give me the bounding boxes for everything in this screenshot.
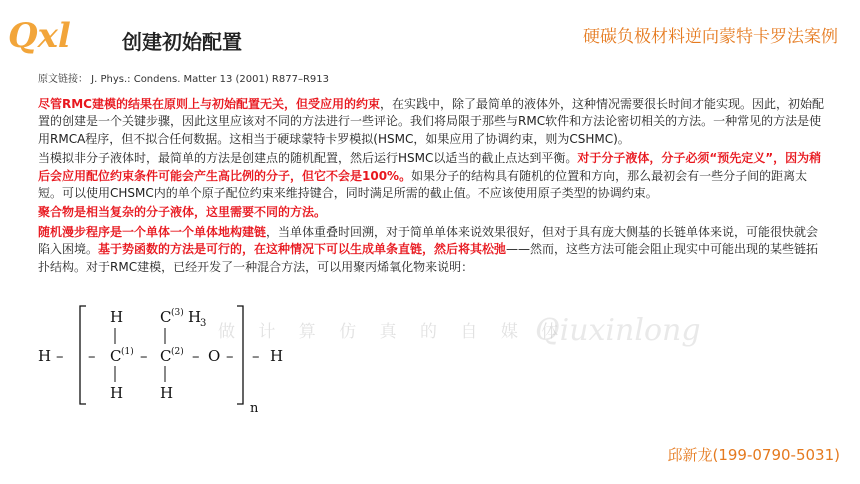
watermark-text: 做 计 算 仿 真 的 自 媒 体 [218, 322, 568, 342]
body-text: 当模拟非分子液体时，最简单的方法是创建点的随机配置，然后运行HSMC以适当的截止点达到平衡。 [38, 151, 578, 166]
emphasis-text: 尽管RMC建模的结果在原则上与初始配置无关，但受应用的约束 [38, 97, 380, 111]
author-contact: 邱新龙(199-0790-5031) [667, 446, 840, 464]
formula-c2: C [160, 347, 172, 365]
formula-dash-right: – [252, 347, 260, 365]
formula-dash-c1c2: – [140, 347, 148, 365]
emphasis-text: 对于分子液体，分子必须“预先定义”，因为稍后会应用配位约束条件可能会产生高比例的分子，但它不会是100%。 [38, 151, 822, 183]
paragraph-4 [38, 224, 826, 276]
paragraph-2 [38, 150, 826, 202]
formula-h-right: H [270, 347, 284, 365]
formula-c1: C [110, 347, 122, 365]
page-title: 创建初始配置 [122, 30, 242, 54]
source-link[interactable]: 原文链接： J. Phys.: Condens. Matter 13 (2001) R877–R913 [38, 74, 329, 85]
formula-h-bottom1: H [110, 384, 124, 402]
body-text: ，在实践中，除了最简单的液体外，这种情况需要很长时间才能实现。因此，初始配置的创建是一个关键步骤，因此这里应该对不同的方法进行一些评论。我们将局限于那些与RMC软件和方法论密切相关的方法。一种常见的方法是使用RMCA程序，但不拟合任何数据。这相当于硬球蒙特卡罗模拟(HSMC，如果应用了协调约束，则为CSHMC)。 [38, 97, 825, 146]
chemical-formula [30, 300, 330, 420]
body-text: 如果分子的结构具有随机的位置和方向，那么最初会有一些分子间的距离太短。可以使用CHSMC内的单个原子配位约束来维持键合，同时满足所需的截止值。不应该使用原子类型的协调约束。 [38, 168, 808, 201]
formula-dash-inner-left: – [88, 347, 96, 365]
paragraph-1 [38, 96, 826, 148]
formula-dash-o: – [226, 347, 234, 365]
emphasis-text: 随机漫步程序是一个单体一个单体地构建链 [38, 224, 267, 239]
formula-sup1: (1) [121, 347, 134, 357]
formula-dash-left: – [56, 347, 64, 365]
formula-sub3: 3 [200, 318, 207, 329]
paragraph-3 [38, 204, 826, 221]
formula-dash-c2o: – [192, 347, 200, 365]
emphasis-text: 聚合物是相当复杂的分子液体，这里需要不同的方法。 [38, 205, 327, 220]
formula-h-top1: H [110, 308, 124, 326]
emphasis-text: 基于势函数的方法是可行的，在这种情况下可以生成单条直链，然后将其松弛 [98, 242, 507, 257]
formula-h3: H [188, 308, 202, 326]
logo: Qxl [8, 16, 71, 56]
formula-sup2: (2) [171, 347, 184, 357]
right-bracket [237, 306, 243, 404]
body-text: ，当单体重叠时回溯，对于简单单体来说效果很好，但对于具有庞大侧基的长链单体来说，可能很快就会陷入困境。 [38, 224, 819, 257]
formula-o: O [208, 347, 221, 365]
document-body [38, 96, 826, 278]
body-text: ——然而，这些方法可能会阻止现实中可能出现的某些链拓扑结构。对于RMC建模，已经开发了一种混合方法，可以用聚丙烯氧化物来说明： [38, 242, 819, 274]
formula-h-bottom2: H [160, 384, 174, 402]
formula-c3: C [160, 308, 172, 326]
left-bracket [80, 306, 86, 404]
formula-n: n [250, 401, 259, 416]
case-title: 硬碳负极材料逆向蒙特卡罗法案例 [583, 27, 838, 47]
watermark-latin: Qiuxinlong [535, 313, 701, 348]
formula-sup3: (3) [171, 308, 184, 318]
formula-h-left: H [38, 347, 52, 365]
